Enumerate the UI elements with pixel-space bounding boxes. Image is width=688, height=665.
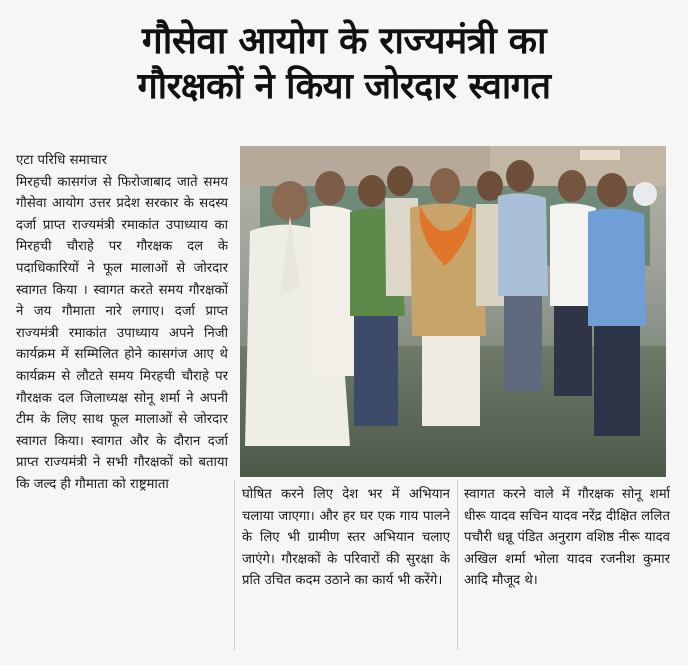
column-divider-2 — [457, 480, 458, 650]
news-photo — [240, 146, 666, 477]
article-column-3: स्वागत करने वाले में गौरक्षक सोनू शर्मा धीरू यादव सचिन यादव नरेंद्र दीक्षित ललित पचौरी धन्नू पंडित अनुराग वशिष्ठ नीरू यादव अखिल शर्मा भोला यादव रजनीश कुमार आदि मौजूद थे। — [464, 487, 670, 589]
group-photo-illustration — [240, 146, 666, 477]
headline — [0, 18, 688, 110]
dateline: एटा परिधि समाचार — [16, 153, 107, 168]
article-text-1: मिरहची कासगंज से फिरोजाबाद जाते समय गौसेवा आयोग उत्तर प्रदेश सरकार के सदस्य दर्जा प्राप्त राज्यमंत्री रमाकांत उपाध्याय का मिरहची चौराहे पर गौरक्षक दल के पदाधिकारियों ने फूल मालाओं से जोरदार स्वागत किया । स्वागत करते समय गौरक्षकों ने जय गौमाता नारे लगाए। दर्जा प्राप्त राज्यमंत्री रमाकांत उपाध्याय अपने निजी कार्यक्रम में सम्मिलित होने कासगंज आए थे कार्यक्रम से लौटते समय मिरहची चौराहे पर गौरक्षक दल जिलाध्यक्ष सोनू शर्मा ने अपनी टीम के लिए साथ फूल मालाओं से जोरदार स्वागत किया। स्वागत और के दौरान दर्जा प्राप्त राज्यमंत्री ने सभी गौरक्षकों को बताया कि जल्द ही गौमाता को राष्ट्रमाता — [16, 174, 228, 492]
column-divider-1 — [234, 480, 235, 650]
headline-line-2: गौरक्षकों ने किया जोरदार स्वागत — [137, 66, 551, 107]
article-column-2: घोषित करने लिए देश भर में अभियान चलाया जाएगा। और हर घर एक गाय पालने के लिए भी ग्रामीण स्तर अभियान चलाए जाएंगे। गौरक्षकों के परिवारों की सुरक्षा के प्रति उचित कदम उठाने का कार्य भी करेंगे। — [242, 487, 450, 589]
article-column-1 — [16, 150, 228, 650]
headline-line-1: गौसेवा आयोग के राज्यमंत्री का — [141, 19, 547, 62]
